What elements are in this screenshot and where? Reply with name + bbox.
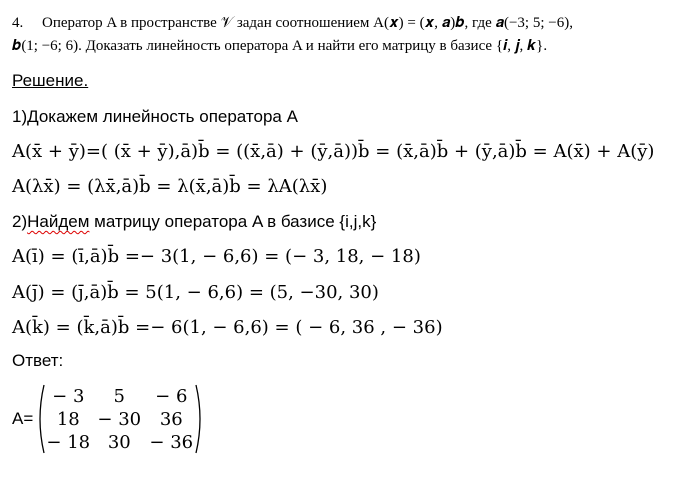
equation-homogeneity: A(λx̄) = (λx̄,ā)b̄ = λ(x̄,ā)b̄ = λA(λx̄) bbox=[12, 176, 328, 197]
matrix-cell: − 18 bbox=[46, 431, 91, 453]
matrix-cell: − 36 bbox=[149, 431, 194, 453]
answer-matrix-block bbox=[12, 384, 205, 454]
matrix-label: A= bbox=[12, 409, 34, 428]
equation-image-i: A(ī) = (ī,ā)b̄ =− 3(1, − 6,6) = (− 3, 18, − 18) bbox=[12, 246, 421, 267]
matrix-cell: − 6 bbox=[155, 385, 188, 407]
problem-number: 4. bbox=[12, 15, 24, 31]
step2-title bbox=[12, 212, 376, 232]
step2-title-spellcheck-word: Найдем bbox=[27, 212, 90, 231]
matrix-cell: 5 bbox=[113, 385, 125, 407]
matrix-cell: 36 bbox=[159, 408, 183, 430]
matrix-cell: 30 bbox=[107, 431, 131, 453]
problem-text-2: 𝒃(1; −6; 6). Доказать линейность оператора A и найти его матрицу в базисе {𝒊, 𝒋, 𝒌}. bbox=[12, 38, 548, 54]
step2-title-rest: матрицу оператора A в базисе {i,j,k} bbox=[89, 212, 377, 231]
equation-additivity: A(x̄ + ȳ)=( (x̄ + ȳ),ā)b̄ = ((x̄,ā) + (ȳ,ā))b̄ = (x̄,ā)b̄ + (ȳ,ā)b̄ = A(x̄) + A(ȳ) bbox=[12, 141, 655, 162]
matrix-cell: − 30 bbox=[97, 408, 142, 430]
equation-image-j: A(j̄) = (j̄,ā)b̄ = 5(1, − 6,6) = (5, −30, 30) bbox=[12, 282, 379, 303]
right-parenthesis bbox=[195, 384, 205, 454]
matrix-grid bbox=[45, 385, 195, 454]
problem-line-2 bbox=[12, 37, 547, 55]
matrix-cell: − 3 bbox=[52, 385, 85, 407]
left-parenthesis bbox=[35, 384, 45, 454]
problem-line-1 bbox=[12, 14, 573, 32]
matrix-cell: 18 bbox=[56, 408, 80, 430]
answer-label: Ответ: bbox=[12, 351, 64, 370]
equation-image-k: A(k̄) = (k̄,ā)b̄ =− 6(1, − 6,6) = ( − 6, 36 , − 36) bbox=[12, 317, 443, 338]
step2-title-prefix: 2) bbox=[12, 212, 28, 231]
solution-heading: Решение. bbox=[12, 71, 89, 90]
problem-text-1: Оператор A в пространстве 𝒱 задан соотношением A(𝒙) = (𝒙, 𝒂)𝒃, где 𝒂(−3; 5; −6), bbox=[42, 15, 573, 31]
step1-title: 1)Докажем линейность оператора A bbox=[12, 107, 298, 126]
